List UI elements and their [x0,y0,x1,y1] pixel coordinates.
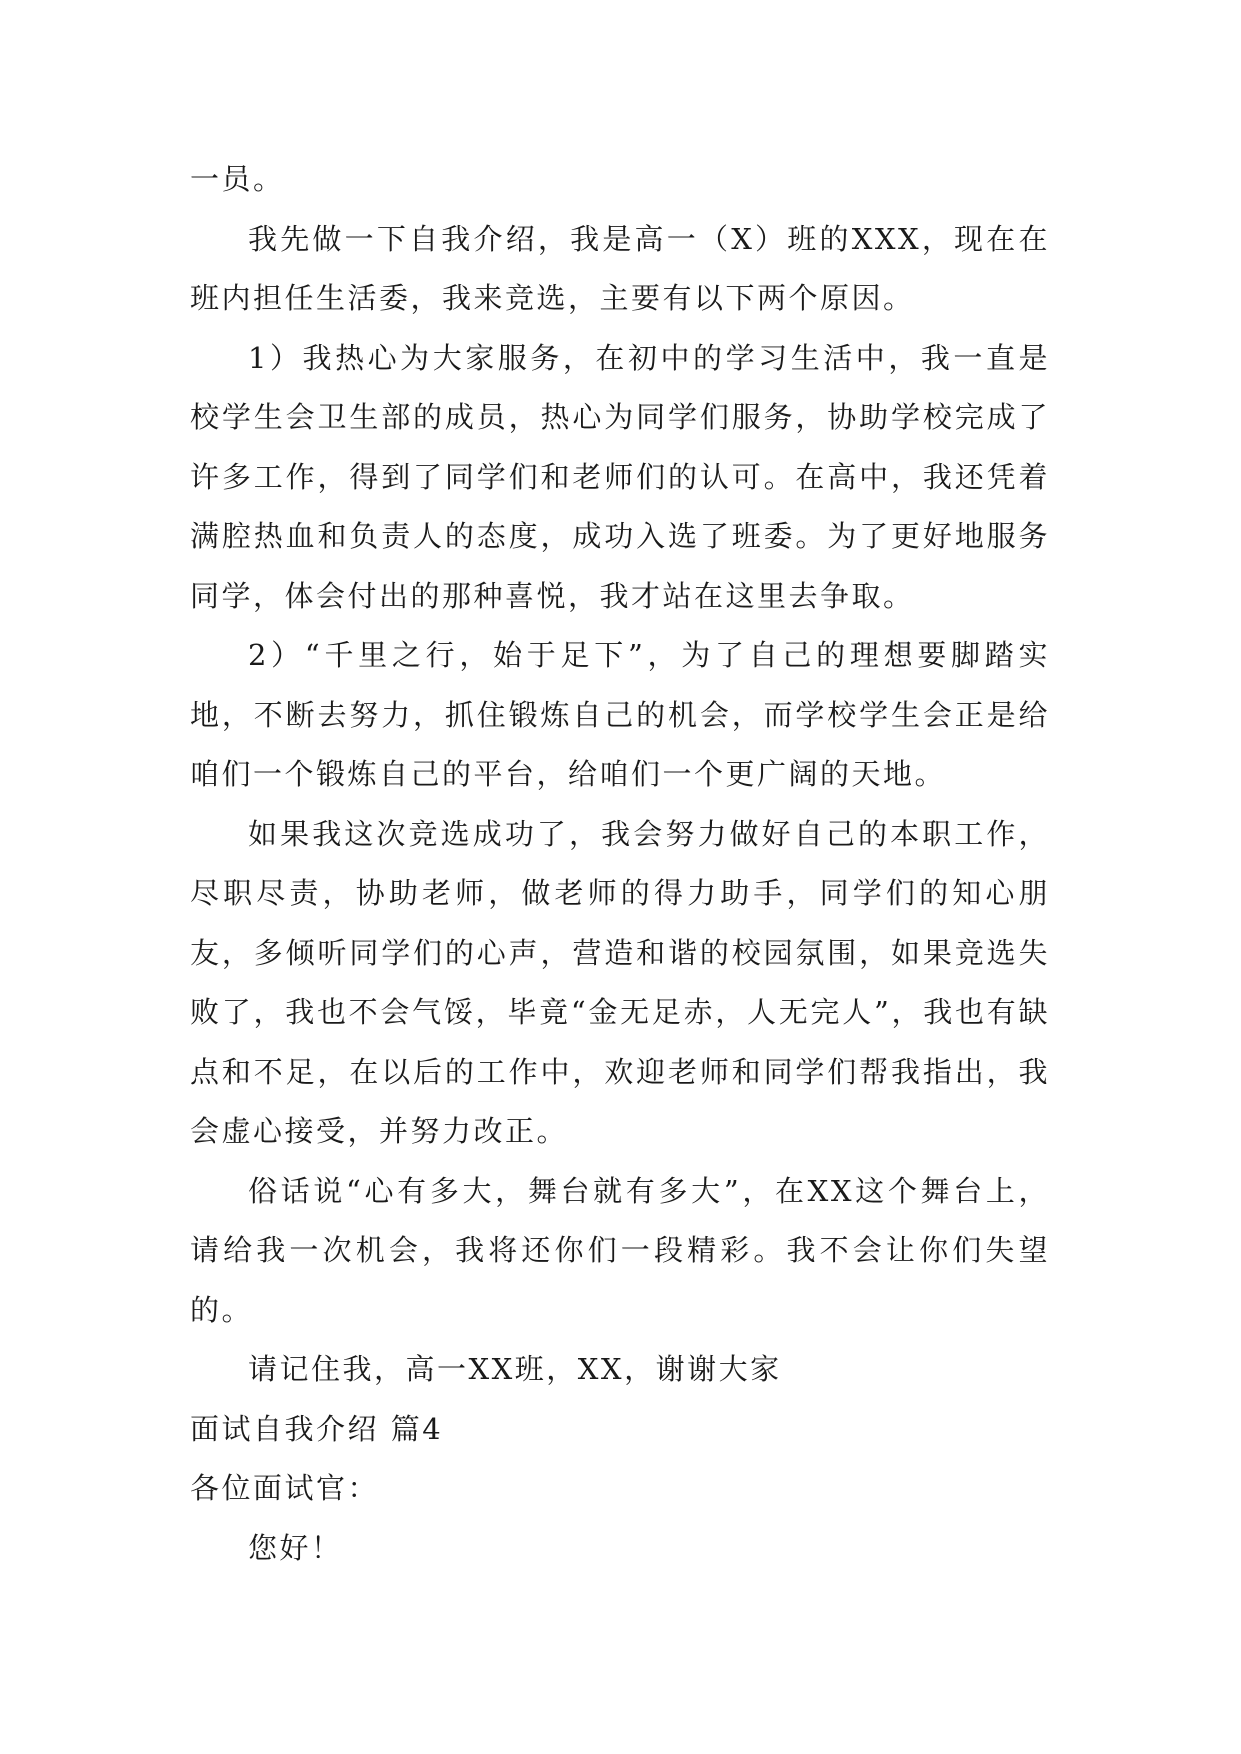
paragraph-reason-1: 1）我热心为大家服务，在初中的学习生活中，我一直是校学生会卫生部的成员，热心为同学们服务，协助学校完成了许多工作，得到了同学们和老师们的认可。在高中，我还凭着满腔热血和负责人的态度，成功入选了班委。为了更好地服务同学，体会付出的那种喜悦，我才站在这里去争取。 [190,340,1050,613]
continuation-text: 一员。 [190,162,285,196]
paragraph-thanks: 请记住我，高一XX班，XX，谢谢大家 [248,1352,782,1386]
document-body [190,150,1050,1578]
paragraph-commitment: 如果我这次竞选成功了，我会努力做好自己的本职工作，尽职尽责，协助老师，做老师的得力助手，同学们的知心朋友，多倾听同学们的心声，营造和谐的校园氛围，如果竞选失败了，我也不会气馁，毕竟“金无足赤，人无完人”，我也有缺点和不足，在以后的工作中，欢迎老师和同学们帮我指出，我会虚心接受，并努力改正。 [190,816,1050,1148]
greeting: 您好！ [248,1530,343,1565]
paragraph-closing: 俗话说“心有多大，舞台就有多大”，在XX这个舞台上，请给我一次机会，我将还你们一段精彩。我不会让你们失望的。 [190,1173,1050,1327]
salutation: 各位面试官： [190,1471,380,1505]
section-heading: 面试自我介绍 篇4 [190,1411,444,1446]
paragraph-reason-2: 2）“千里之行，始于足下”，为了自己的理想要脚踏实地，不断去努力，抓住锻炼自己的机会，而学校学生会正是给咱们一个锻炼自己的平台，给咱们一个更广阔的天地。 [190,638,1050,791]
paragraph-self-intro: 我先做一下自我介绍，我是高一（X）班的XXX，现在在班内担任生活委，我来竞选，主要有以下两个原因。 [190,221,1050,315]
